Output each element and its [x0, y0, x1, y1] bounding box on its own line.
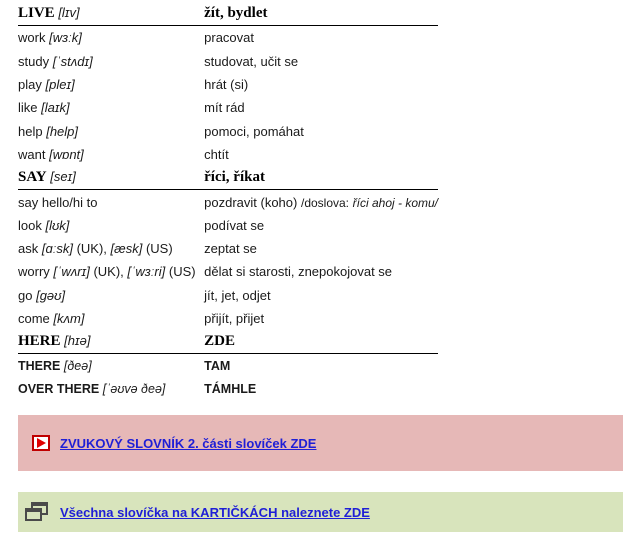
czech-translation	[204, 73, 438, 96]
english-term	[18, 26, 204, 50]
czech-translation	[204, 190, 438, 214]
czech-translation	[204, 237, 438, 260]
term-word: play	[18, 77, 42, 93]
term-word: help	[18, 123, 43, 139]
english-term	[18, 50, 204, 73]
translation-text: pomoci, pomáhat	[204, 123, 304, 139]
czech-translation	[204, 284, 438, 307]
english-term	[18, 119, 204, 142]
english-term	[18, 330, 204, 354]
english-term	[18, 73, 204, 96]
czech-translation	[204, 2, 438, 26]
czech-translation	[204, 354, 438, 378]
czech-translation	[204, 166, 438, 190]
term-variant-label: (UK),	[93, 264, 124, 280]
vocab-row	[18, 143, 438, 166]
term-phonetic: [help]	[46, 123, 79, 139]
term-phonetic: [seɪ]	[50, 169, 76, 185]
term-phonetic: [ðeə]	[63, 359, 92, 374]
english-term	[18, 2, 204, 26]
vocab-row	[18, 330, 438, 354]
term-variant-label: (US)	[145, 241, 173, 257]
term-phonetic: [wɜːk]	[49, 30, 82, 46]
translation-note-literal: říci ahoj - komu/	[352, 195, 438, 210]
czech-translation	[204, 260, 438, 283]
play-icon[interactable]	[32, 435, 50, 451]
term-phonetic: [ˈəʊvə ðeə]	[102, 382, 166, 397]
czech-translation	[204, 378, 438, 401]
vocab-row	[18, 166, 438, 190]
term-phonetic: [gəʊ]	[36, 287, 66, 303]
translation-text: pozdravit (koho)	[204, 194, 298, 210]
flashcards-bar	[18, 492, 623, 532]
vocab-row	[18, 354, 438, 378]
term-phonetic: [lɪv]	[58, 5, 80, 21]
term-phonetic: [ɑːsk]	[41, 241, 73, 257]
translation-note: /doslova:	[300, 195, 350, 210]
vocab-row	[18, 284, 438, 307]
flashcards-link[interactable]: Všechna slovíčka na KARTIČKÁCH naleznete ZDE	[60, 504, 370, 520]
vocab-row	[18, 378, 438, 401]
translation-text: TAM	[204, 359, 231, 374]
czech-translation	[204, 96, 438, 119]
english-term	[18, 166, 204, 190]
term-phonetic: [lʊk]	[45, 217, 70, 233]
translation-text: TÁMHLE	[204, 382, 257, 397]
translation-text: ZDE	[204, 333, 235, 350]
translation-text: zeptat se	[204, 241, 257, 257]
translation-text: přijít, přijet	[204, 311, 265, 326]
english-term	[18, 260, 204, 283]
translation-text: dělat si starosti, znepokojovat se	[204, 264, 393, 280]
translation-text: říci, říkat	[204, 169, 265, 186]
czech-translation	[204, 119, 438, 142]
translation-text: mít rád	[204, 100, 245, 116]
term-phonetic: [kʌm]	[53, 311, 85, 326]
term-word: LIVE	[18, 5, 55, 22]
english-term	[18, 143, 204, 166]
translation-text: žít, bydlet	[204, 5, 268, 22]
term-variant-label: (UK),	[76, 241, 107, 257]
term-variant-label: (US)	[168, 264, 196, 280]
term-word: look	[18, 217, 42, 233]
english-term	[18, 190, 204, 214]
english-term	[18, 214, 204, 237]
vocab-row	[18, 2, 438, 26]
term-word: THERE	[18, 359, 61, 374]
vocabulary-table	[18, 2, 438, 401]
english-term	[18, 237, 204, 260]
vocab-row	[18, 26, 438, 50]
term-word: want	[18, 146, 46, 162]
term-word: say hello/hi to	[18, 194, 98, 210]
term-word: like	[18, 100, 38, 116]
translation-text: chtít	[204, 146, 229, 162]
term-word: work	[18, 30, 46, 46]
vocab-row	[18, 190, 438, 214]
windows-icon[interactable]	[24, 501, 50, 523]
czech-translation	[204, 26, 438, 50]
vocab-row	[18, 260, 438, 283]
audio-dictionary-link[interactable]: ZVUKOVÝ SLOVNÍK 2. části slovíček ZDE	[60, 435, 317, 451]
term-word: HERE	[18, 333, 61, 350]
vocab-row	[18, 96, 438, 119]
english-term	[18, 378, 204, 401]
term-word: worry	[18, 264, 50, 280]
czech-translation	[204, 307, 438, 330]
translation-text: hrát (si)	[204, 77, 249, 93]
term-word: ask	[18, 241, 39, 257]
term-phonetic: [ˈwʌrɪ]	[53, 264, 90, 280]
audio-dictionary-bar	[18, 415, 623, 471]
translation-text: studovat, učit se	[204, 53, 299, 69]
english-term	[18, 96, 204, 119]
english-term	[18, 284, 204, 307]
vocab-row	[18, 50, 438, 73]
english-term	[18, 354, 204, 378]
term-phonetic: [ˈstʌdɪ]	[52, 53, 93, 69]
translation-text: jít, jet, odjet	[204, 287, 271, 303]
czech-translation	[204, 330, 438, 354]
vocab-row	[18, 237, 438, 260]
vocab-row	[18, 307, 438, 330]
translation-text: pracovat	[204, 30, 255, 46]
term-word: come	[18, 311, 50, 326]
term-phonetic: [hɪə]	[64, 333, 91, 349]
term-phonetic: [pleɪ]	[45, 77, 75, 93]
vocab-row	[18, 214, 438, 237]
term-phonetic-alt: [æsk]	[110, 241, 143, 257]
vocab-row	[18, 73, 438, 96]
czech-translation	[204, 50, 438, 73]
czech-translation	[204, 214, 438, 237]
term-phonetic: [wɒnt]	[49, 146, 84, 162]
term-phonetic: [laɪk]	[41, 100, 70, 116]
term-word: SAY	[18, 169, 47, 186]
czech-translation	[204, 143, 438, 166]
english-term	[18, 307, 204, 330]
vocab-row	[18, 119, 438, 142]
term-word: OVER THERE	[18, 382, 100, 397]
term-word: study	[18, 53, 50, 69]
term-word: go	[18, 287, 33, 303]
term-phonetic-alt: [ˈwɜːri]	[127, 264, 166, 280]
translation-text: podívat se	[204, 217, 265, 233]
